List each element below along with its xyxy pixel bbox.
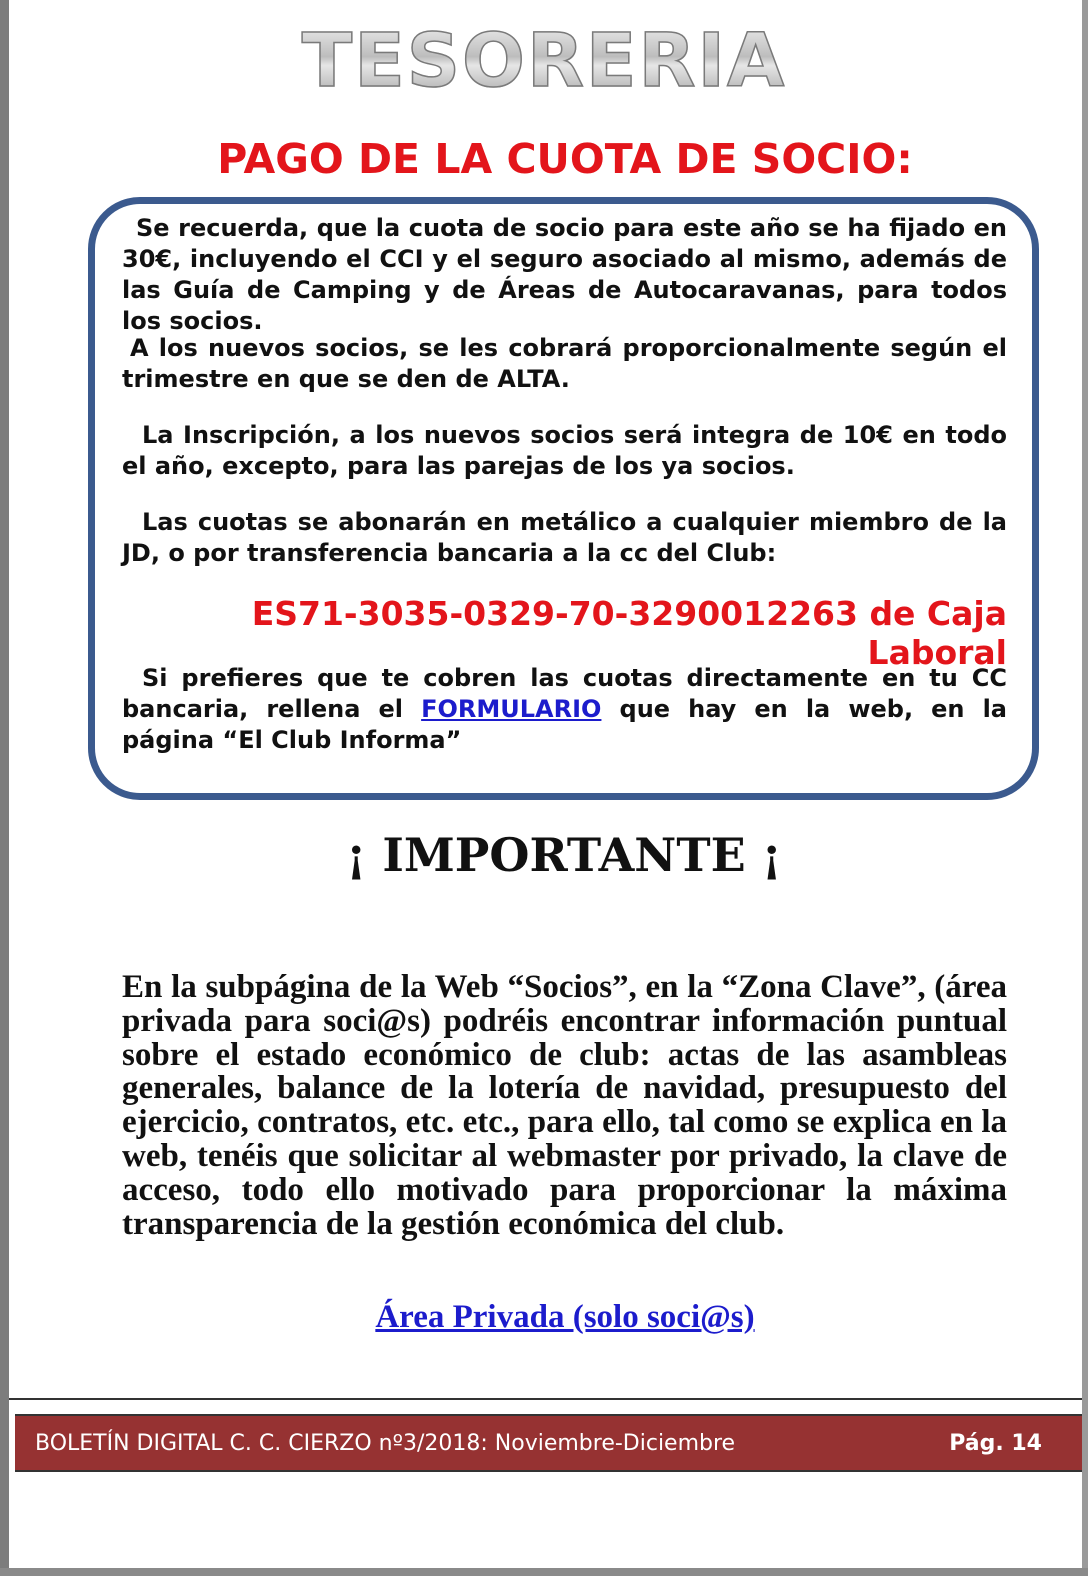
important-heading: ¡ IMPORTANTE ¡	[346, 828, 782, 882]
form-link[interactable]: FORMULARIO	[421, 695, 602, 723]
footer-band	[15, 1414, 1082, 1472]
payment-paragraph: Las cuotas se abonarán en metálico a cualquier miembro de la JD, o por transferencia bancaria a la cc del Club:	[122, 508, 1007, 567]
footer-divider	[9, 1398, 1082, 1400]
section-heading: PAGO DE LA CUOTA DE SOCIO:	[217, 135, 913, 183]
inscription-paragraph: La Inscripción, a los nuevos socios será integra de 10€ en todo el año, excepto, para las parejas de los ya socios.	[122, 421, 1007, 480]
page-frame-left	[0, 0, 9, 1576]
private-area-link[interactable]: Área Privada (solo soci@s)	[375, 1299, 755, 1335]
page-number: Pág. 14	[949, 1431, 1042, 1456]
fee-paragraph: Se recuerda, que la cuota de socio para este año se ha fijado en 30€, incluyendo el CCI y el seguro asociado al mismo, además de las Guía de Camping y de Áreas de Autocaravanas, para todos los socios.	[122, 214, 1007, 335]
bank-account-number: ES71-3035-0329-70-3290012263 de Caja Laboral	[251, 594, 1007, 672]
bulletin-label: BOLETÍN DIGITAL C. C. CIERZO nº3/2018: Noviembre-Diciembre	[35, 1431, 736, 1456]
page-title: TESORERIA	[0, 18, 1088, 104]
direct-debit-paragraph	[122, 663, 1007, 756]
page-frame-right	[1082, 0, 1088, 1576]
new-members-paragraph: A los nuevos socios, se les cobrará proporcionalmente según el trimestre en que se den de ALTA.	[122, 334, 1007, 393]
private-area-notice: En la subpágina de la Web “Socios”, en la “Zona Clave”, (área privada para soci@s) podréis encontrar información puntual sobre el estado económico de club: actas de las asambleas generales, balance de la lotería de navidad, presupuesto del ejercicio, contratos, etc. etc., para ello, tal como se explica en la web, tenéis que solicitar al webmaster por privado, la clave de acceso, todo ello motivado para proporcionar la máxima transparencia de la gestión económica del club.	[122, 969, 1007, 1242]
direct-debit-text-before: Si prefieres que te cobren las cuotas directamente en tu CC bancaria, rellena el	[122, 664, 1007, 723]
footer-bottom-line	[15, 1470, 1082, 1472]
page-frame-bottom	[0, 1568, 1088, 1576]
direct-debit-text-after: que hay en la web, en la página “El Club Informa”	[122, 695, 1007, 754]
